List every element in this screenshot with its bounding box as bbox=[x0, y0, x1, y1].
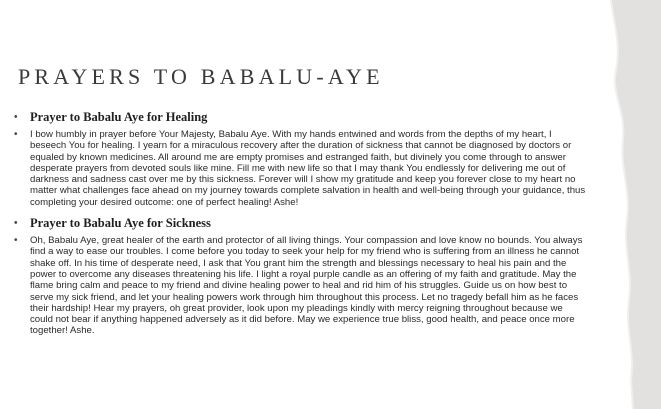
bullet-list bbox=[14, 109, 586, 344]
paragraph-text: I bow humbly in prayer before Your Majesty, Babalu Aye. With my hands entwined and words from the depths of my heart, I beseech You for healing. I yearn for a miraculous recovery after the duration of sickness that cannot be diagnosed by doctors or equaled by known medicines. All around me are empty promises and estranged faith, but divinely you come through to answer desperate prayers from devoted souls like mine. Fill me with new life so that I may thank You endlessly for delivering me out of darkness and sadness cast over me by this sickness. Forever will I show my gratitude and keep you forever close to my heart no matter what challenges face ahead on my journey towards complete salvation in health and well-being through your guidance, thus completing your desired outcome: one of perfect healing! Ashe! bbox=[30, 129, 586, 208]
bullet-icon: • bbox=[14, 129, 18, 140]
bullet-icon: • bbox=[14, 218, 18, 230]
list-item-prayer-sickness bbox=[14, 235, 586, 337]
paragraph-text: Oh, Babalu Aye, great healer of the earth and protector of all living things. Your compassion and love know no bounds. You always find a way to ease our troubles. I come before you today to seek your help for my friend who is suffering from an illness he cannot shake off. In his time of desperate need, I ask that You grant him the strength and blessings necessary to heal his pain and the power to overcome any diseases threatening his life. I light a royal purple candle as an offering of my faith and gratitude. May the flame bring calm and peace to my friend and divine healing power to heal and rid him of his struggles. Guide us on how best to serve my sick friend, and let your healing powers work through him throughout this process. Let no tragedy befall him as he faces their hardship! Hear my prayers, oh great provider, look upon my pleadings kindly with mercy reigning throughout because we could not bear if anything happened adversely as it did before. May we experience true bliss, good health, and peace once more together! Ashe. bbox=[30, 235, 583, 337]
list-item-heading-sickness bbox=[14, 215, 586, 231]
torn-edge-fill-shape bbox=[611, 0, 661, 409]
page-title: PRAYERS TO BABALU-AYE bbox=[18, 64, 384, 89]
list-item-prayer-healing bbox=[14, 129, 586, 208]
list-item-heading-healing bbox=[14, 109, 586, 125]
heading-text: Prayer to Babalu Aye for Sickness bbox=[30, 216, 211, 231]
heading-text: Prayer to Babalu Aye for Healing bbox=[30, 110, 208, 124]
bullet-icon: • bbox=[14, 112, 18, 123]
bullet-icon: • bbox=[14, 235, 18, 247]
